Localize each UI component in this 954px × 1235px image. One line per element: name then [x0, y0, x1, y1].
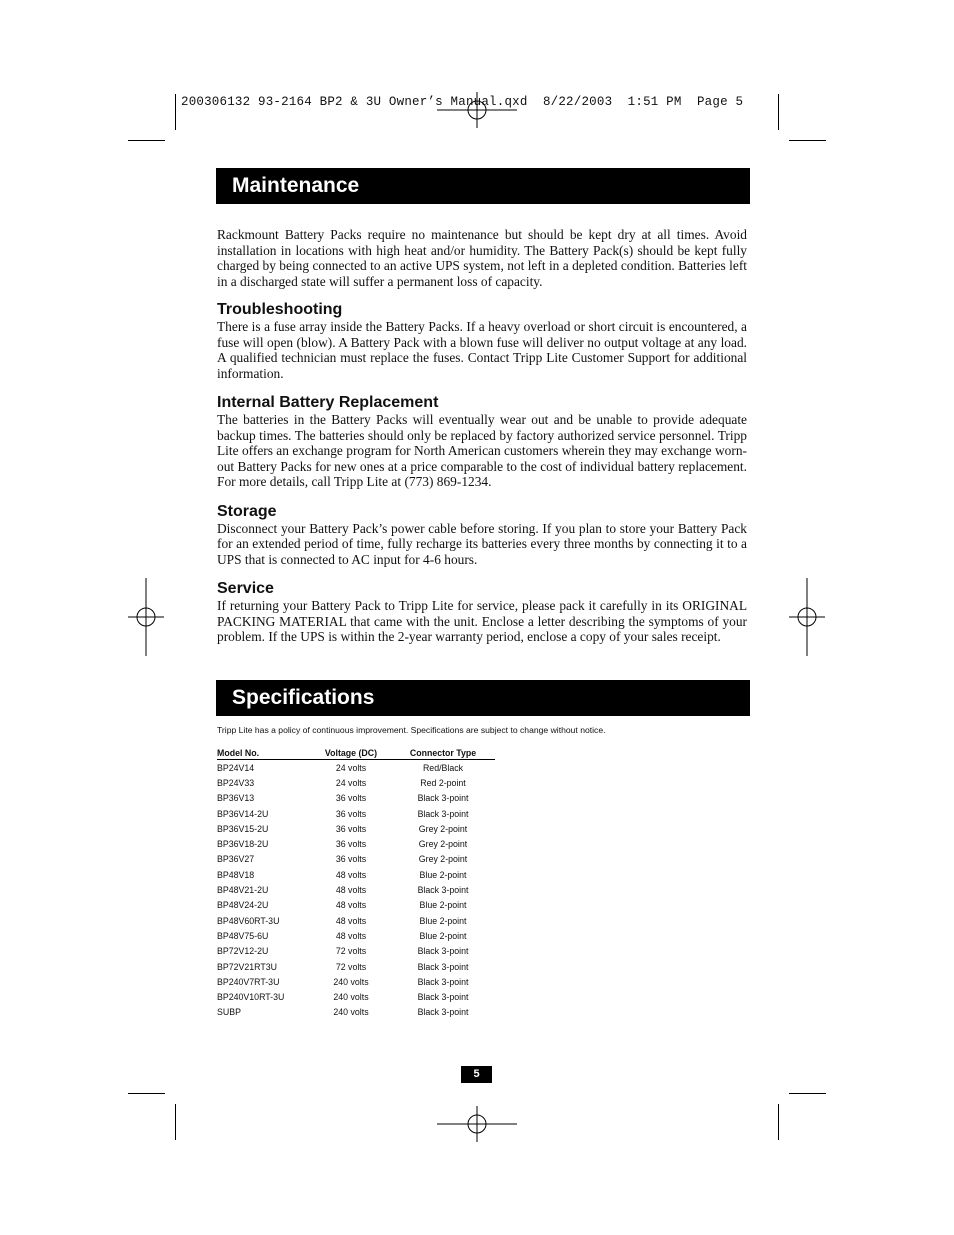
table-row: [217, 898, 495, 913]
specifications-title: Specifications: [232, 686, 375, 709]
cell-model: BP240V7RT-3U: [217, 976, 280, 987]
cell-voltage: 72 volts: [335, 946, 367, 957]
cell-model: BP48V18: [217, 869, 255, 880]
cell-connector: Blue 2-point: [419, 869, 467, 880]
table-body: [217, 760, 495, 1020]
cell-model: BP24V33: [217, 777, 255, 788]
cell-model: BP72V21RT3U: [217, 961, 277, 972]
maintenance-section: [217, 227, 747, 645]
table-row: [217, 989, 495, 1004]
table-row: [217, 913, 495, 928]
cell-voltage: 240 volts: [333, 976, 369, 987]
cell-connector: Red 2-point: [420, 777, 466, 788]
cell-voltage: 24 volts: [335, 777, 367, 788]
cell-model: BP36V14-2U: [217, 808, 269, 819]
cell-voltage: 48 volts: [335, 930, 367, 941]
cell-model: BP36V15-2U: [217, 823, 269, 834]
cell-voltage: 24 volts: [335, 762, 367, 773]
cell-voltage: 36 volts: [335, 854, 367, 865]
registration-mark-icon: [128, 578, 164, 656]
cell-connector: Black 3-point: [417, 946, 469, 957]
table-row: [217, 852, 495, 867]
table-header: [217, 744, 495, 760]
cell-connector: Black 3-point: [417, 793, 469, 804]
table-row: [217, 836, 495, 851]
replacement-block: [217, 394, 747, 490]
replacement-text: The batteries in the Battery Packs will eventually wear out and be unable to provide adequate backup times. The batteries should only be replaced by factory authorized service personnel. Tripp Lite offers an exchange program for North American customers wherein they may exchange worn-out Battery Packs for new ones at a price comparable to the cost of individual battery replacement. For more details, call Tripp Lite at (773) 869-1234.: [217, 412, 747, 489]
table-row: [217, 867, 495, 882]
service-heading: Service: [217, 580, 274, 597]
cell-connector: Black 3-point: [417, 961, 469, 972]
registration-mark-icon: [437, 1106, 517, 1142]
column-header-model: Model No.: [217, 748, 260, 758]
crop-mark: [128, 140, 165, 141]
cell-model: SUBP: [217, 1007, 241, 1018]
table-row: [217, 791, 495, 806]
cell-model: BP48V24-2U: [217, 900, 269, 911]
table-row: [217, 775, 495, 790]
cell-model: BP36V13: [217, 793, 255, 804]
specifications-table: [217, 744, 495, 1020]
cell-model: BP36V18-2U: [217, 839, 269, 850]
cell-connector: Black 3-point: [417, 992, 469, 1003]
maintenance-intro: Rackmount Battery Packs require no maintenance but should be kept dry at all times. Avoid installation in locations with high heat and/or humidity. The Battery Pack(s) should be kept fully charged by being connected to an active UPS system, not left in a depleted condition. Batteries left in a discharged state will suffer a permanent loss of capacity.: [217, 227, 747, 289]
cell-model: BP48V21-2U: [217, 885, 269, 896]
crop-mark: [175, 94, 176, 130]
cell-voltage: 240 volts: [333, 1007, 369, 1018]
cell-connector: Black 3-point: [417, 976, 469, 987]
crop-mark: [789, 140, 826, 141]
cell-voltage: 240 volts: [333, 992, 369, 1003]
registration-mark-icon: [437, 92, 517, 128]
cell-connector: Black 3-point: [417, 808, 469, 819]
table-row: [217, 974, 495, 989]
cell-model: BP24V14: [217, 762, 255, 773]
cell-connector: Blue 2-point: [419, 900, 467, 911]
crop-mark: [778, 94, 779, 130]
cell-model: BP72V12-2U: [217, 946, 269, 957]
cell-connector: Grey 2-point: [418, 823, 468, 834]
service-block: [217, 580, 747, 645]
registration-mark-icon: [789, 578, 825, 656]
cell-voltage: 36 volts: [335, 823, 367, 834]
cell-model: BP48V75-6U: [217, 930, 269, 941]
cell-voltage: 36 volts: [335, 839, 367, 850]
column-header-connector: Connector Type: [409, 748, 477, 758]
storage-block: [217, 503, 747, 568]
specifications-note: Tripp Lite has a policy of continuous improvement. Specifications are subject to change without notice.: [217, 725, 606, 735]
table-row: [217, 1005, 495, 1020]
troubleshooting-block: [217, 301, 747, 381]
cell-model: BP240V10RT-3U: [217, 992, 285, 1003]
print-slug-line: 200306132 93-2164 BP2 & 3U Owner’s Manual.qxd 8/22/2003 1:51 PM Page 5: [181, 95, 744, 109]
crop-mark: [789, 1093, 826, 1094]
table-row: [217, 959, 495, 974]
cell-connector: Blue 2-point: [419, 930, 467, 941]
storage-text: Disconnect your Battery Pack’s power cable before storing. If you plan to store your Battery Pack for an extended period of time, fully recharge its batteries every three months by connecting it to a UPS that is connected to AC input for 4-6 hours.: [217, 520, 747, 567]
table-row: [217, 944, 495, 959]
table-row: [217, 882, 495, 897]
cell-voltage: 36 volts: [335, 793, 367, 804]
troubleshooting-heading: Troubleshooting: [217, 301, 343, 318]
crop-mark: [175, 1104, 176, 1140]
cell-model: BP48V60RT-3U: [217, 915, 280, 926]
service-text: If returning your Battery Pack to Tripp Lite for service, please pack it carefully in its ORIGINAL PACKING MATERIAL that came with the unit. Enclose a letter describing the symptoms of your problem. If the UPS is within the 2-year warranty period, enclose a copy of your sales receipt.: [217, 598, 747, 644]
table-row: [217, 806, 495, 821]
cell-voltage: 72 volts: [335, 961, 367, 972]
column-header-voltage: Voltage (DC): [324, 748, 378, 758]
cell-connector: Red/Black: [422, 762, 464, 773]
maintenance-banner: [216, 168, 750, 204]
storage-heading: Storage: [217, 502, 277, 520]
crop-mark: [128, 1093, 165, 1094]
cell-connector: Black 3-point: [417, 885, 469, 896]
cell-voltage: 48 volts: [335, 915, 367, 926]
cell-voltage: 36 volts: [335, 808, 367, 819]
page-number: 5: [461, 1066, 492, 1083]
cell-connector: Grey 2-point: [418, 854, 468, 865]
cell-model: BP36V27: [217, 854, 255, 865]
table-row: [217, 928, 495, 943]
table-row: [217, 760, 495, 775]
cell-connector: Blue 2-point: [419, 915, 467, 926]
crop-mark: [778, 1104, 779, 1140]
cell-voltage: 48 volts: [335, 885, 367, 896]
table-row: [217, 821, 495, 836]
specifications-banner: [216, 680, 750, 716]
cell-voltage: 48 volts: [335, 869, 367, 880]
troubleshooting-text: There is a fuse array inside the Battery Packs. If a heavy overload or short circuit is encountered, a fuse will open (blow). A Battery Pack with a blown fuse will deliver no output voltage at any load. A qualified technician must replace the fuses. Contact Tripp Lite Customer Support for additional information.: [217, 319, 747, 381]
maintenance-title: Maintenance: [232, 174, 360, 197]
cell-connector: Black 3-point: [417, 1007, 469, 1018]
replacement-heading: Internal Battery Replacement: [217, 394, 439, 411]
cell-voltage: 48 volts: [335, 900, 367, 911]
cell-connector: Grey 2-point: [418, 839, 468, 850]
